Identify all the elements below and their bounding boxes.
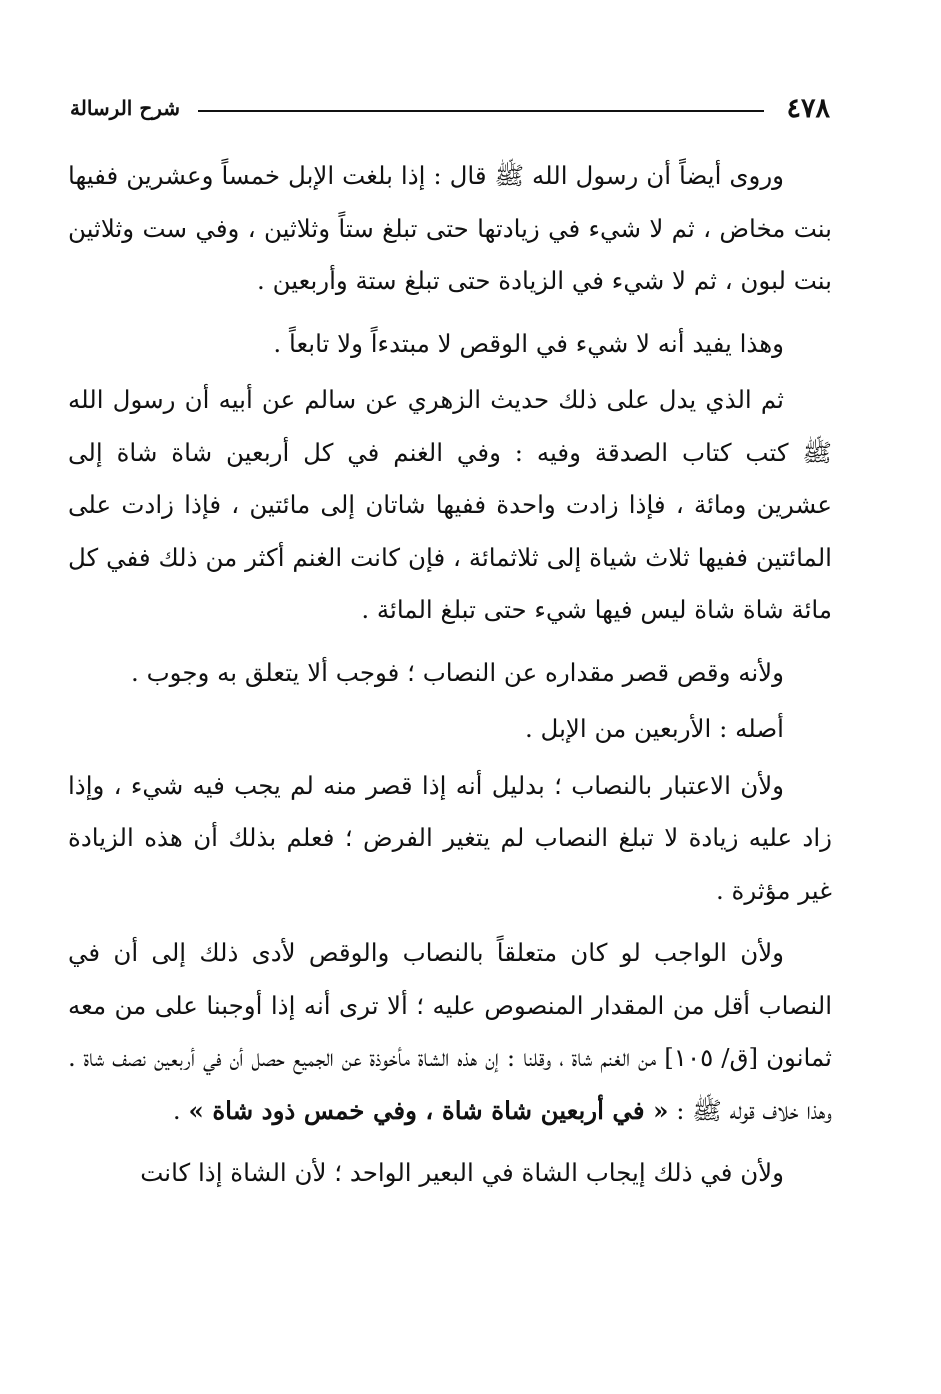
hadith-quote: « في أربعين شاة شاة ، وفي خمس ذود شاة » <box>188 1095 669 1125</box>
running-title: شرح الرسالة <box>70 96 181 120</box>
paragraph-text-end: . <box>172 1095 189 1125</box>
page-header <box>70 88 830 128</box>
paragraph: ثم الذي يدل على ذلك حديث الزهري عن سالم عن أبيه أن رسول الله ﷺ كتب كتاب الصدقة وفيه : وفي الغنم في كل أربعين شاة شاة إلى عشرين ومائة ، فإذا زادت واحدة ففيها شاتان إلى مائتين ، فإذا زادت على المائتين ففيها ثلاث شياة إلى ثلاثمائة ، فإن كانت الغنم أكثر من ذلك ففي كل مائة شاة شاة ليس فيها شيء حتى تبلغ المائة . <box>68 385 832 624</box>
paragraph-text: ولأن الواجب لو كان متعلقاً بالنصاب والوقص لأدى ذلك إلى أن في النصاب أقل من المقدار المنصوص عليه ؛ ألا ترى أنه إذا أوجبنا على من معه ثمانون [ق/ ١٠٥] من الغنم شاة ، وقلنا : إن هذه الشاة مأخوذة عن الجميع حصل أن في أربعين نصف شاة . وهذا خلاف قوله ﷺ : <box>68 938 832 1125</box>
paragraph <box>68 927 832 1137</box>
paragraph: وهذا يفيد أنه لا شيء في الوقص لا مبتدءاً ولا تابعاً . <box>273 328 784 358</box>
paragraph: ولأن الاعتبار بالنصاب ؛ بدليل أنه إذا قصر منه لم يجب فيه شيء ، وإذا زاد عليه زيادة لا تبلغ النصاب لم يتغير الفرض ؛ فعلم بذلك أن هذه الزيادة غير مؤثرة . <box>68 770 832 905</box>
header-rule <box>198 110 764 112</box>
paragraph: ولأن في ذلك إيجاب الشاة في البعير الواحد ؛ لأن الشاة إذا كانت <box>140 1158 784 1187</box>
paragraph: أصله : الأربعين من الإبل . <box>524 714 784 743</box>
paragraph: ولأنه وقص قصر مقداره عن النصاب ؛ فوجب ألا يتعلق به وجوب . <box>131 657 784 687</box>
page-number: ٤٧٨ <box>786 92 830 124</box>
body-text <box>68 150 832 1210</box>
paragraph: وروى أيضاً أن رسول الله ﷺ قال : إذا بلغت الإبل خمساً وعشرين ففيها بنت مخاض ، ثم لا شيء في زيادتها حتى تبلغ ستاً وثلاثين ، وفي ست وثلاثين بنت لبون ، ثم لا شيء في الزيادة حتى تبلغ ستة وأربعين . <box>68 161 832 295</box>
